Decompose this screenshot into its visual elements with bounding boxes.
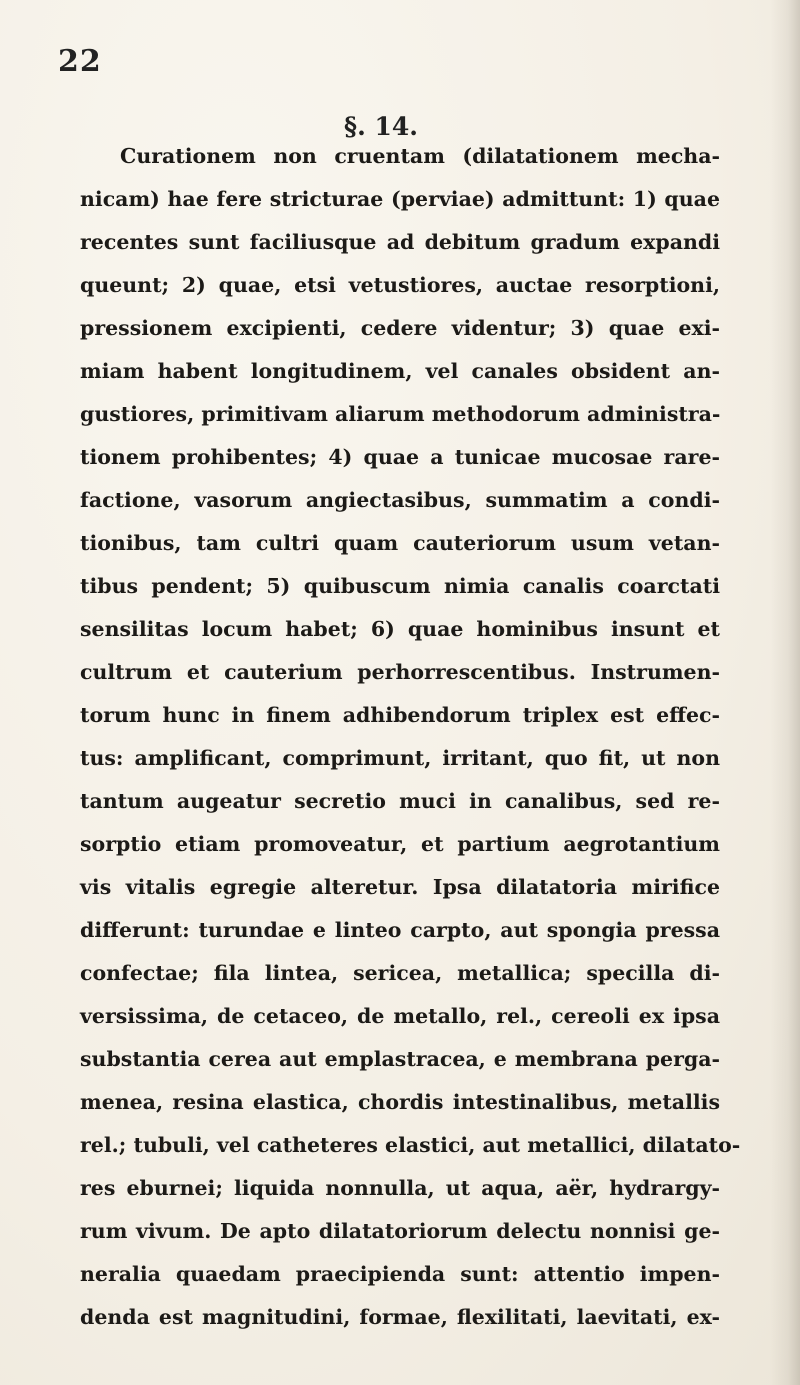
text-line: nicam) hae fere stricturae (perviae) admittunt: 1) quae — [80, 187, 720, 211]
text-line: denda est magnitudini, formae, flexilitati, laevitati, ex- — [80, 1305, 720, 1329]
text-line: vis vitalis egregie alteretur. Ipsa dilatatoria mirifice — [80, 875, 720, 899]
text-line: tus: amplificant, comprimunt, irritant, quo fit, ut non — [80, 746, 720, 770]
text-line: differunt: turundae e linteo carpto, aut spongia pressa — [80, 918, 720, 942]
text-line: pressionem excipienti, cedere videntur; 3) quae exi- — [80, 316, 720, 340]
text-line: versissima, de cetaceo, de metallo, rel., cereoli ex ipsa — [80, 1004, 720, 1028]
text-line: queunt; 2) quae, etsi vetustiores, auctae resorptioni, — [80, 273, 720, 297]
text-line: tionem prohibentes; 4) quae a tunicae mucosae rare- — [80, 445, 720, 469]
text-line: recentes sunt faciliusque ad debitum gradum expandi — [80, 230, 720, 254]
text-line: res eburnei; liquida nonnulla, ut aqua, aër, hydrargy- — [80, 1176, 720, 1200]
text-line: sensilitas locum habet; 6) quae hominibus insunt et — [80, 617, 720, 641]
text-line: sorptio etiam promoveatur, et partium aegrotantium — [80, 832, 720, 856]
text-line: factione, vasorum angiectasibus, summatim a condi- — [80, 488, 720, 512]
text-line: gustiores, primitivam aliarum methodorum administra- — [80, 402, 721, 426]
text-line: substantia cerea aut emplastracea, e membrana perga- — [80, 1047, 720, 1071]
text-line: neralia quaedam praecipienda sunt: attentio impen- — [80, 1262, 720, 1286]
text-line: menea, resina elastica, chordis intestinalibus, metallis — [80, 1090, 720, 1114]
text-line: tantum augeatur secretio muci in canalibus, sed re- — [80, 789, 720, 813]
section-heading: §. 14. — [344, 112, 418, 141]
text-line: cultrum et cauterium perhorrescentibus. Instrumen- — [80, 660, 720, 684]
text-line: Curationem non cruentam (dilatationem mecha- — [120, 144, 720, 168]
text-line: tibus pendent; 5) quibuscum nimia canalis coarctati — [80, 574, 720, 598]
text-line: rum vivum. De apto dilatatoriorum delectu nonnisi ge- — [80, 1219, 720, 1243]
text-line: rel.; tubuli, vel catheteres elastici, aut metallici, dilatato- — [80, 1133, 741, 1157]
page-edge-shadow — [770, 0, 800, 1385]
body-text — [80, 135, 741, 1339]
text-line: tionibus, tam cultri quam cauteriorum usum vetan- — [80, 531, 720, 555]
text-line: confectae; fila lintea, sericea, metallica; specilla di- — [80, 961, 720, 985]
page-number: 22 — [58, 44, 102, 79]
text-line: miam habent longitudinem, vel canales obsident an- — [80, 359, 720, 383]
text-line: torum hunc in finem adhibendorum triplex est effec- — [80, 703, 720, 727]
